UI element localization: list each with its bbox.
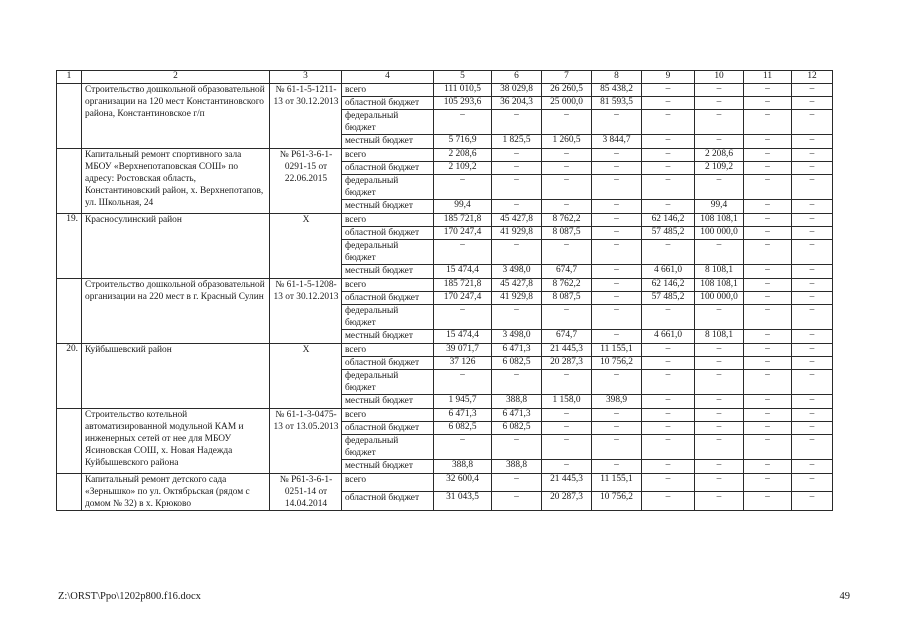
budget-type: федеральный бюджет bbox=[342, 174, 434, 199]
budget-type: всего bbox=[342, 83, 434, 96]
header-cell: 5 bbox=[434, 71, 492, 84]
value-cell: – bbox=[592, 161, 642, 174]
value-cell: – bbox=[592, 265, 642, 278]
value-cell: – bbox=[642, 161, 695, 174]
value-cell: – bbox=[542, 434, 592, 459]
header-cell: 3 bbox=[270, 71, 342, 84]
value-cell: – bbox=[592, 174, 642, 199]
value-cell: 6 471,3 bbox=[492, 343, 542, 356]
value-cell: – bbox=[592, 421, 642, 434]
value-cell: – bbox=[592, 460, 642, 473]
value-cell: 398,9 bbox=[592, 395, 642, 408]
value-cell: – bbox=[792, 148, 833, 161]
value-cell: – bbox=[744, 473, 792, 492]
value-cell: – bbox=[744, 356, 792, 369]
value-cell: – bbox=[642, 408, 695, 421]
value-cell: – bbox=[492, 148, 542, 161]
value-cell: – bbox=[695, 174, 744, 199]
value-cell: – bbox=[492, 200, 542, 213]
budget-type: федеральный бюджет bbox=[342, 369, 434, 394]
budget-type: областной бюджет bbox=[342, 492, 434, 511]
value-cell: – bbox=[792, 330, 833, 343]
value-cell: – bbox=[744, 369, 792, 394]
value-cell: – bbox=[744, 421, 792, 434]
value-cell: – bbox=[792, 200, 833, 213]
value-cell: 26 260,5 bbox=[542, 83, 592, 96]
value-cell: – bbox=[744, 96, 792, 109]
value-cell: 108 108,1 bbox=[695, 213, 744, 226]
value-cell: – bbox=[792, 226, 833, 239]
document-code: № 61-1-3-0475-13 от 13.05.2013 bbox=[270, 408, 342, 473]
value-cell: – bbox=[642, 174, 695, 199]
value-cell: – bbox=[642, 343, 695, 356]
budget-type: всего bbox=[342, 213, 434, 226]
value-cell: – bbox=[492, 174, 542, 199]
value-cell: 2 208,6 bbox=[434, 148, 492, 161]
value-cell: 8 762,2 bbox=[542, 278, 592, 291]
value-cell: – bbox=[592, 109, 642, 134]
header-cell: 2 bbox=[82, 71, 270, 84]
value-cell: – bbox=[642, 356, 695, 369]
page-number: 49 bbox=[839, 591, 850, 602]
value-cell: 4 661,0 bbox=[642, 330, 695, 343]
value-cell: 100 000,0 bbox=[695, 226, 744, 239]
item-number bbox=[57, 148, 82, 213]
value-cell: – bbox=[792, 239, 833, 264]
value-cell: 3 498,0 bbox=[492, 330, 542, 343]
value-cell: – bbox=[542, 109, 592, 134]
budget-type: областной бюджет bbox=[342, 356, 434, 369]
object-name: Строительство дошкольной образовательной организации на 220 мест в г. Красный Сулин bbox=[82, 278, 270, 343]
item-number bbox=[57, 83, 82, 148]
object-name: Строительство дошкольной образовательной организации на 120 мест Константиновского района, Константиновское г/п bbox=[82, 83, 270, 148]
object-name: Капитальный ремонт спортивного зала МБОУ «Верхнепотаповская СОШ» по адресу: Ростовская область, Константиновский район, х. Верхнепотапов, ул. Школьная, 24 bbox=[82, 148, 270, 213]
value-cell: – bbox=[642, 460, 695, 473]
value-cell: 4 661,0 bbox=[642, 265, 695, 278]
value-cell: – bbox=[434, 239, 492, 264]
footer-file-path: Z:\ORST\Ppo\1202p800.f16.docx bbox=[58, 591, 201, 602]
value-cell: – bbox=[492, 492, 542, 511]
value-cell: – bbox=[792, 369, 833, 394]
header-cell: 7 bbox=[542, 71, 592, 84]
value-cell: – bbox=[792, 356, 833, 369]
value-cell: 185 721,8 bbox=[434, 278, 492, 291]
value-cell: – bbox=[695, 83, 744, 96]
value-cell: 170 247,4 bbox=[434, 291, 492, 304]
value-cell: – bbox=[744, 492, 792, 511]
object-name: Красносулинский район bbox=[82, 213, 270, 278]
budget-type: местный бюджет bbox=[342, 265, 434, 278]
value-cell: 25 000,0 bbox=[542, 96, 592, 109]
budget-type: федеральный бюджет bbox=[342, 109, 434, 134]
value-cell: 8 087,5 bbox=[542, 226, 592, 239]
value-cell: – bbox=[695, 239, 744, 264]
header-cell: 9 bbox=[642, 71, 695, 84]
value-cell: 1 260,5 bbox=[542, 135, 592, 148]
value-cell: – bbox=[592, 239, 642, 264]
document-code: № 61-1-5-1208-13 от 30.12.2013 bbox=[270, 278, 342, 343]
budget-type: всего bbox=[342, 473, 434, 492]
value-cell: – bbox=[792, 291, 833, 304]
table-row bbox=[57, 213, 833, 226]
table-row bbox=[57, 473, 833, 492]
value-cell: – bbox=[642, 434, 695, 459]
value-cell: – bbox=[695, 395, 744, 408]
value-cell: 674,7 bbox=[542, 265, 592, 278]
header-cell: 6 bbox=[492, 71, 542, 84]
value-cell: – bbox=[542, 161, 592, 174]
value-cell: – bbox=[492, 239, 542, 264]
value-cell: – bbox=[492, 161, 542, 174]
value-cell: – bbox=[695, 421, 744, 434]
value-cell: – bbox=[744, 135, 792, 148]
document-code: Х bbox=[270, 343, 342, 408]
value-cell: – bbox=[542, 408, 592, 421]
value-cell: – bbox=[642, 473, 695, 492]
value-cell: 1 945,7 bbox=[434, 395, 492, 408]
value-cell: – bbox=[642, 421, 695, 434]
value-cell: – bbox=[744, 460, 792, 473]
value-cell: – bbox=[792, 174, 833, 199]
value-cell: – bbox=[744, 291, 792, 304]
value-cell: 170 247,4 bbox=[434, 226, 492, 239]
value-cell: – bbox=[792, 408, 833, 421]
value-cell: – bbox=[492, 109, 542, 134]
value-cell: – bbox=[744, 239, 792, 264]
value-cell: 2 208,6 bbox=[695, 148, 744, 161]
value-cell: 2 109,2 bbox=[695, 161, 744, 174]
value-cell: 15 474,4 bbox=[434, 330, 492, 343]
value-cell: – bbox=[542, 200, 592, 213]
value-cell: – bbox=[695, 96, 744, 109]
document-code: № Р61-3-6-1-0251-14 от 14.04.2014 bbox=[270, 473, 342, 511]
value-cell: – bbox=[592, 148, 642, 161]
value-cell: 11 155,1 bbox=[592, 343, 642, 356]
value-cell: 111 010,5 bbox=[434, 83, 492, 96]
value-cell: – bbox=[792, 265, 833, 278]
value-cell: – bbox=[695, 369, 744, 394]
value-cell: – bbox=[492, 369, 542, 394]
document-code: № 61-1-5-1211-13 от 30.12.2013 bbox=[270, 83, 342, 148]
value-cell: 20 287,3 bbox=[542, 492, 592, 511]
value-cell: 62 146,2 bbox=[642, 278, 695, 291]
value-cell: – bbox=[695, 434, 744, 459]
value-cell: – bbox=[542, 369, 592, 394]
value-cell: 38 029,8 bbox=[492, 83, 542, 96]
value-cell: – bbox=[744, 343, 792, 356]
value-cell: 21 445,3 bbox=[542, 473, 592, 492]
value-cell: – bbox=[792, 304, 833, 329]
item-number: 19. bbox=[57, 213, 82, 278]
value-cell: – bbox=[792, 460, 833, 473]
item-number bbox=[57, 278, 82, 343]
value-cell: 6 471,3 bbox=[492, 408, 542, 421]
object-name: Куйбышевский район bbox=[82, 343, 270, 408]
budget-type: всего bbox=[342, 148, 434, 161]
value-cell: 36 204,3 bbox=[492, 96, 542, 109]
value-cell: 10 756,2 bbox=[592, 356, 642, 369]
value-cell: 20 287,3 bbox=[542, 356, 592, 369]
value-cell: – bbox=[695, 304, 744, 329]
value-cell: – bbox=[792, 109, 833, 134]
budget-type: областной бюджет bbox=[342, 421, 434, 434]
value-cell: – bbox=[744, 83, 792, 96]
budget-type: всего bbox=[342, 343, 434, 356]
value-cell: – bbox=[542, 421, 592, 434]
value-cell: – bbox=[592, 369, 642, 394]
value-cell: 2 109,2 bbox=[434, 161, 492, 174]
value-cell: 8 108,1 bbox=[695, 265, 744, 278]
value-cell: 6 082,5 bbox=[434, 421, 492, 434]
value-cell: – bbox=[695, 473, 744, 492]
value-cell: – bbox=[792, 83, 833, 96]
value-cell: – bbox=[744, 148, 792, 161]
budget-type: местный бюджет bbox=[342, 200, 434, 213]
value-cell: 1 825,5 bbox=[492, 135, 542, 148]
object-name: Капитальный ремонт детского сада «Зернышко» по ул. Октябрьская (рядом с домом № 32) в х. Крюково bbox=[82, 473, 270, 511]
value-cell: – bbox=[642, 200, 695, 213]
value-cell: – bbox=[434, 109, 492, 134]
value-cell: – bbox=[434, 369, 492, 394]
budget-type: местный бюджет bbox=[342, 135, 434, 148]
value-cell: 3 844,7 bbox=[592, 135, 642, 148]
budget-type: всего bbox=[342, 408, 434, 421]
value-cell: – bbox=[744, 213, 792, 226]
value-cell: – bbox=[642, 369, 695, 394]
value-cell: – bbox=[642, 304, 695, 329]
value-cell: – bbox=[744, 174, 792, 199]
value-cell: 105 293,6 bbox=[434, 96, 492, 109]
budget-type: местный бюджет bbox=[342, 460, 434, 473]
value-cell: – bbox=[792, 492, 833, 511]
table-row bbox=[57, 83, 833, 96]
value-cell: – bbox=[695, 460, 744, 473]
value-cell: – bbox=[492, 434, 542, 459]
value-cell: – bbox=[542, 304, 592, 329]
header-cell: 1 bbox=[57, 71, 82, 84]
value-cell: – bbox=[492, 304, 542, 329]
header-cell: 12 bbox=[792, 71, 833, 84]
value-cell: 3 498,0 bbox=[492, 265, 542, 278]
value-cell: 674,7 bbox=[542, 330, 592, 343]
value-cell: 1 158,0 bbox=[542, 395, 592, 408]
budget-type: федеральный бюджет bbox=[342, 239, 434, 264]
value-cell: 57 485,2 bbox=[642, 291, 695, 304]
value-cell: 31 043,5 bbox=[434, 492, 492, 511]
value-cell: – bbox=[642, 109, 695, 134]
header-row bbox=[57, 71, 833, 84]
item-number: 20. bbox=[57, 343, 82, 408]
value-cell: – bbox=[792, 213, 833, 226]
value-cell: – bbox=[744, 408, 792, 421]
value-cell: 41 929,8 bbox=[492, 291, 542, 304]
value-cell: 21 445,3 bbox=[542, 343, 592, 356]
value-cell: 99,4 bbox=[695, 200, 744, 213]
value-cell: – bbox=[592, 200, 642, 213]
value-cell: 388,8 bbox=[492, 460, 542, 473]
budget-type: областной бюджет bbox=[342, 291, 434, 304]
object-name: Строительство котельной автоматизированной модульной КАМ и инженерных сетей от нее для МБОУ Ясиновская СОШ, х. Новая Надежда Куйбышевского района bbox=[82, 408, 270, 473]
value-cell: – bbox=[744, 304, 792, 329]
value-cell: – bbox=[792, 96, 833, 109]
value-cell: – bbox=[642, 492, 695, 511]
value-cell: – bbox=[592, 434, 642, 459]
value-cell: – bbox=[542, 460, 592, 473]
value-cell: – bbox=[592, 213, 642, 226]
value-cell: – bbox=[642, 148, 695, 161]
value-cell: – bbox=[744, 278, 792, 291]
value-cell: 85 438,2 bbox=[592, 83, 642, 96]
table-row bbox=[57, 278, 833, 291]
value-cell: – bbox=[434, 434, 492, 459]
value-cell: 388,8 bbox=[492, 395, 542, 408]
value-cell: – bbox=[695, 408, 744, 421]
value-cell: 57 485,2 bbox=[642, 226, 695, 239]
value-cell: 8 087,5 bbox=[542, 291, 592, 304]
header-cell: 10 bbox=[695, 71, 744, 84]
value-cell: – bbox=[695, 343, 744, 356]
budget-type: местный бюджет bbox=[342, 330, 434, 343]
header-cell: 8 bbox=[592, 71, 642, 84]
value-cell: 41 929,8 bbox=[492, 226, 542, 239]
value-cell: – bbox=[592, 291, 642, 304]
budget-type: областной бюджет bbox=[342, 226, 434, 239]
value-cell: – bbox=[744, 200, 792, 213]
value-cell: 185 721,8 bbox=[434, 213, 492, 226]
budget-type: областной бюджет bbox=[342, 161, 434, 174]
value-cell: – bbox=[642, 135, 695, 148]
budget-type: федеральный бюджет bbox=[342, 304, 434, 329]
value-cell: – bbox=[492, 473, 542, 492]
value-cell: 6 082,5 bbox=[492, 356, 542, 369]
value-cell: 45 427,8 bbox=[492, 213, 542, 226]
value-cell: 8 762,2 bbox=[542, 213, 592, 226]
value-cell: – bbox=[542, 148, 592, 161]
value-cell: – bbox=[592, 278, 642, 291]
value-cell: 5 716,9 bbox=[434, 135, 492, 148]
value-cell: – bbox=[592, 226, 642, 239]
value-cell: – bbox=[434, 304, 492, 329]
value-cell: – bbox=[642, 395, 695, 408]
item-number bbox=[57, 408, 82, 473]
value-cell: – bbox=[744, 434, 792, 459]
value-cell: – bbox=[695, 109, 744, 134]
value-cell: 37 126 bbox=[434, 356, 492, 369]
value-cell: – bbox=[744, 161, 792, 174]
value-cell: – bbox=[792, 278, 833, 291]
value-cell: – bbox=[792, 161, 833, 174]
value-cell: – bbox=[744, 330, 792, 343]
value-cell: – bbox=[744, 395, 792, 408]
table-row bbox=[57, 343, 833, 356]
budget-type: всего bbox=[342, 278, 434, 291]
value-cell: 10 756,2 bbox=[592, 492, 642, 511]
value-cell: – bbox=[642, 96, 695, 109]
header-cell: 11 bbox=[744, 71, 792, 84]
value-cell: 6 471,3 bbox=[434, 408, 492, 421]
value-cell: 15 474,4 bbox=[434, 265, 492, 278]
value-cell: – bbox=[642, 239, 695, 264]
value-cell: – bbox=[695, 492, 744, 511]
item-number bbox=[57, 473, 82, 511]
value-cell: 62 146,2 bbox=[642, 213, 695, 226]
value-cell: – bbox=[592, 408, 642, 421]
value-cell: 8 108,1 bbox=[695, 330, 744, 343]
value-cell: – bbox=[792, 135, 833, 148]
value-cell: 11 155,1 bbox=[592, 473, 642, 492]
value-cell: – bbox=[592, 304, 642, 329]
value-cell: – bbox=[792, 395, 833, 408]
header-cell: 4 bbox=[342, 71, 434, 84]
value-cell: – bbox=[695, 356, 744, 369]
value-cell: 99,4 bbox=[434, 200, 492, 213]
value-cell: – bbox=[542, 174, 592, 199]
document-code: Х bbox=[270, 213, 342, 278]
value-cell: 45 427,8 bbox=[492, 278, 542, 291]
table-row bbox=[57, 148, 833, 161]
document-code: № Р61-3-6-1-0291-15 от 22.06.2015 bbox=[270, 148, 342, 213]
value-cell: – bbox=[792, 434, 833, 459]
budget-type: местный бюджет bbox=[342, 395, 434, 408]
value-cell: – bbox=[744, 226, 792, 239]
value-cell: – bbox=[592, 330, 642, 343]
value-cell: 6 082,5 bbox=[492, 421, 542, 434]
value-cell: 100 000,0 bbox=[695, 291, 744, 304]
table-row bbox=[57, 408, 833, 421]
value-cell: – bbox=[642, 83, 695, 96]
value-cell: – bbox=[744, 265, 792, 278]
budget-table bbox=[56, 70, 833, 511]
value-cell: – bbox=[434, 174, 492, 199]
value-cell: 32 600,4 bbox=[434, 473, 492, 492]
value-cell: – bbox=[792, 473, 833, 492]
budget-type: федеральный бюджет bbox=[342, 434, 434, 459]
value-cell: – bbox=[792, 343, 833, 356]
value-cell: 39 071,7 bbox=[434, 343, 492, 356]
value-cell: 81 593,5 bbox=[592, 96, 642, 109]
value-cell: – bbox=[792, 421, 833, 434]
budget-type: областной бюджет bbox=[342, 96, 434, 109]
value-cell: – bbox=[695, 135, 744, 148]
value-cell: 388,8 bbox=[434, 460, 492, 473]
value-cell: – bbox=[744, 109, 792, 134]
value-cell: – bbox=[542, 239, 592, 264]
value-cell: 108 108,1 bbox=[695, 278, 744, 291]
